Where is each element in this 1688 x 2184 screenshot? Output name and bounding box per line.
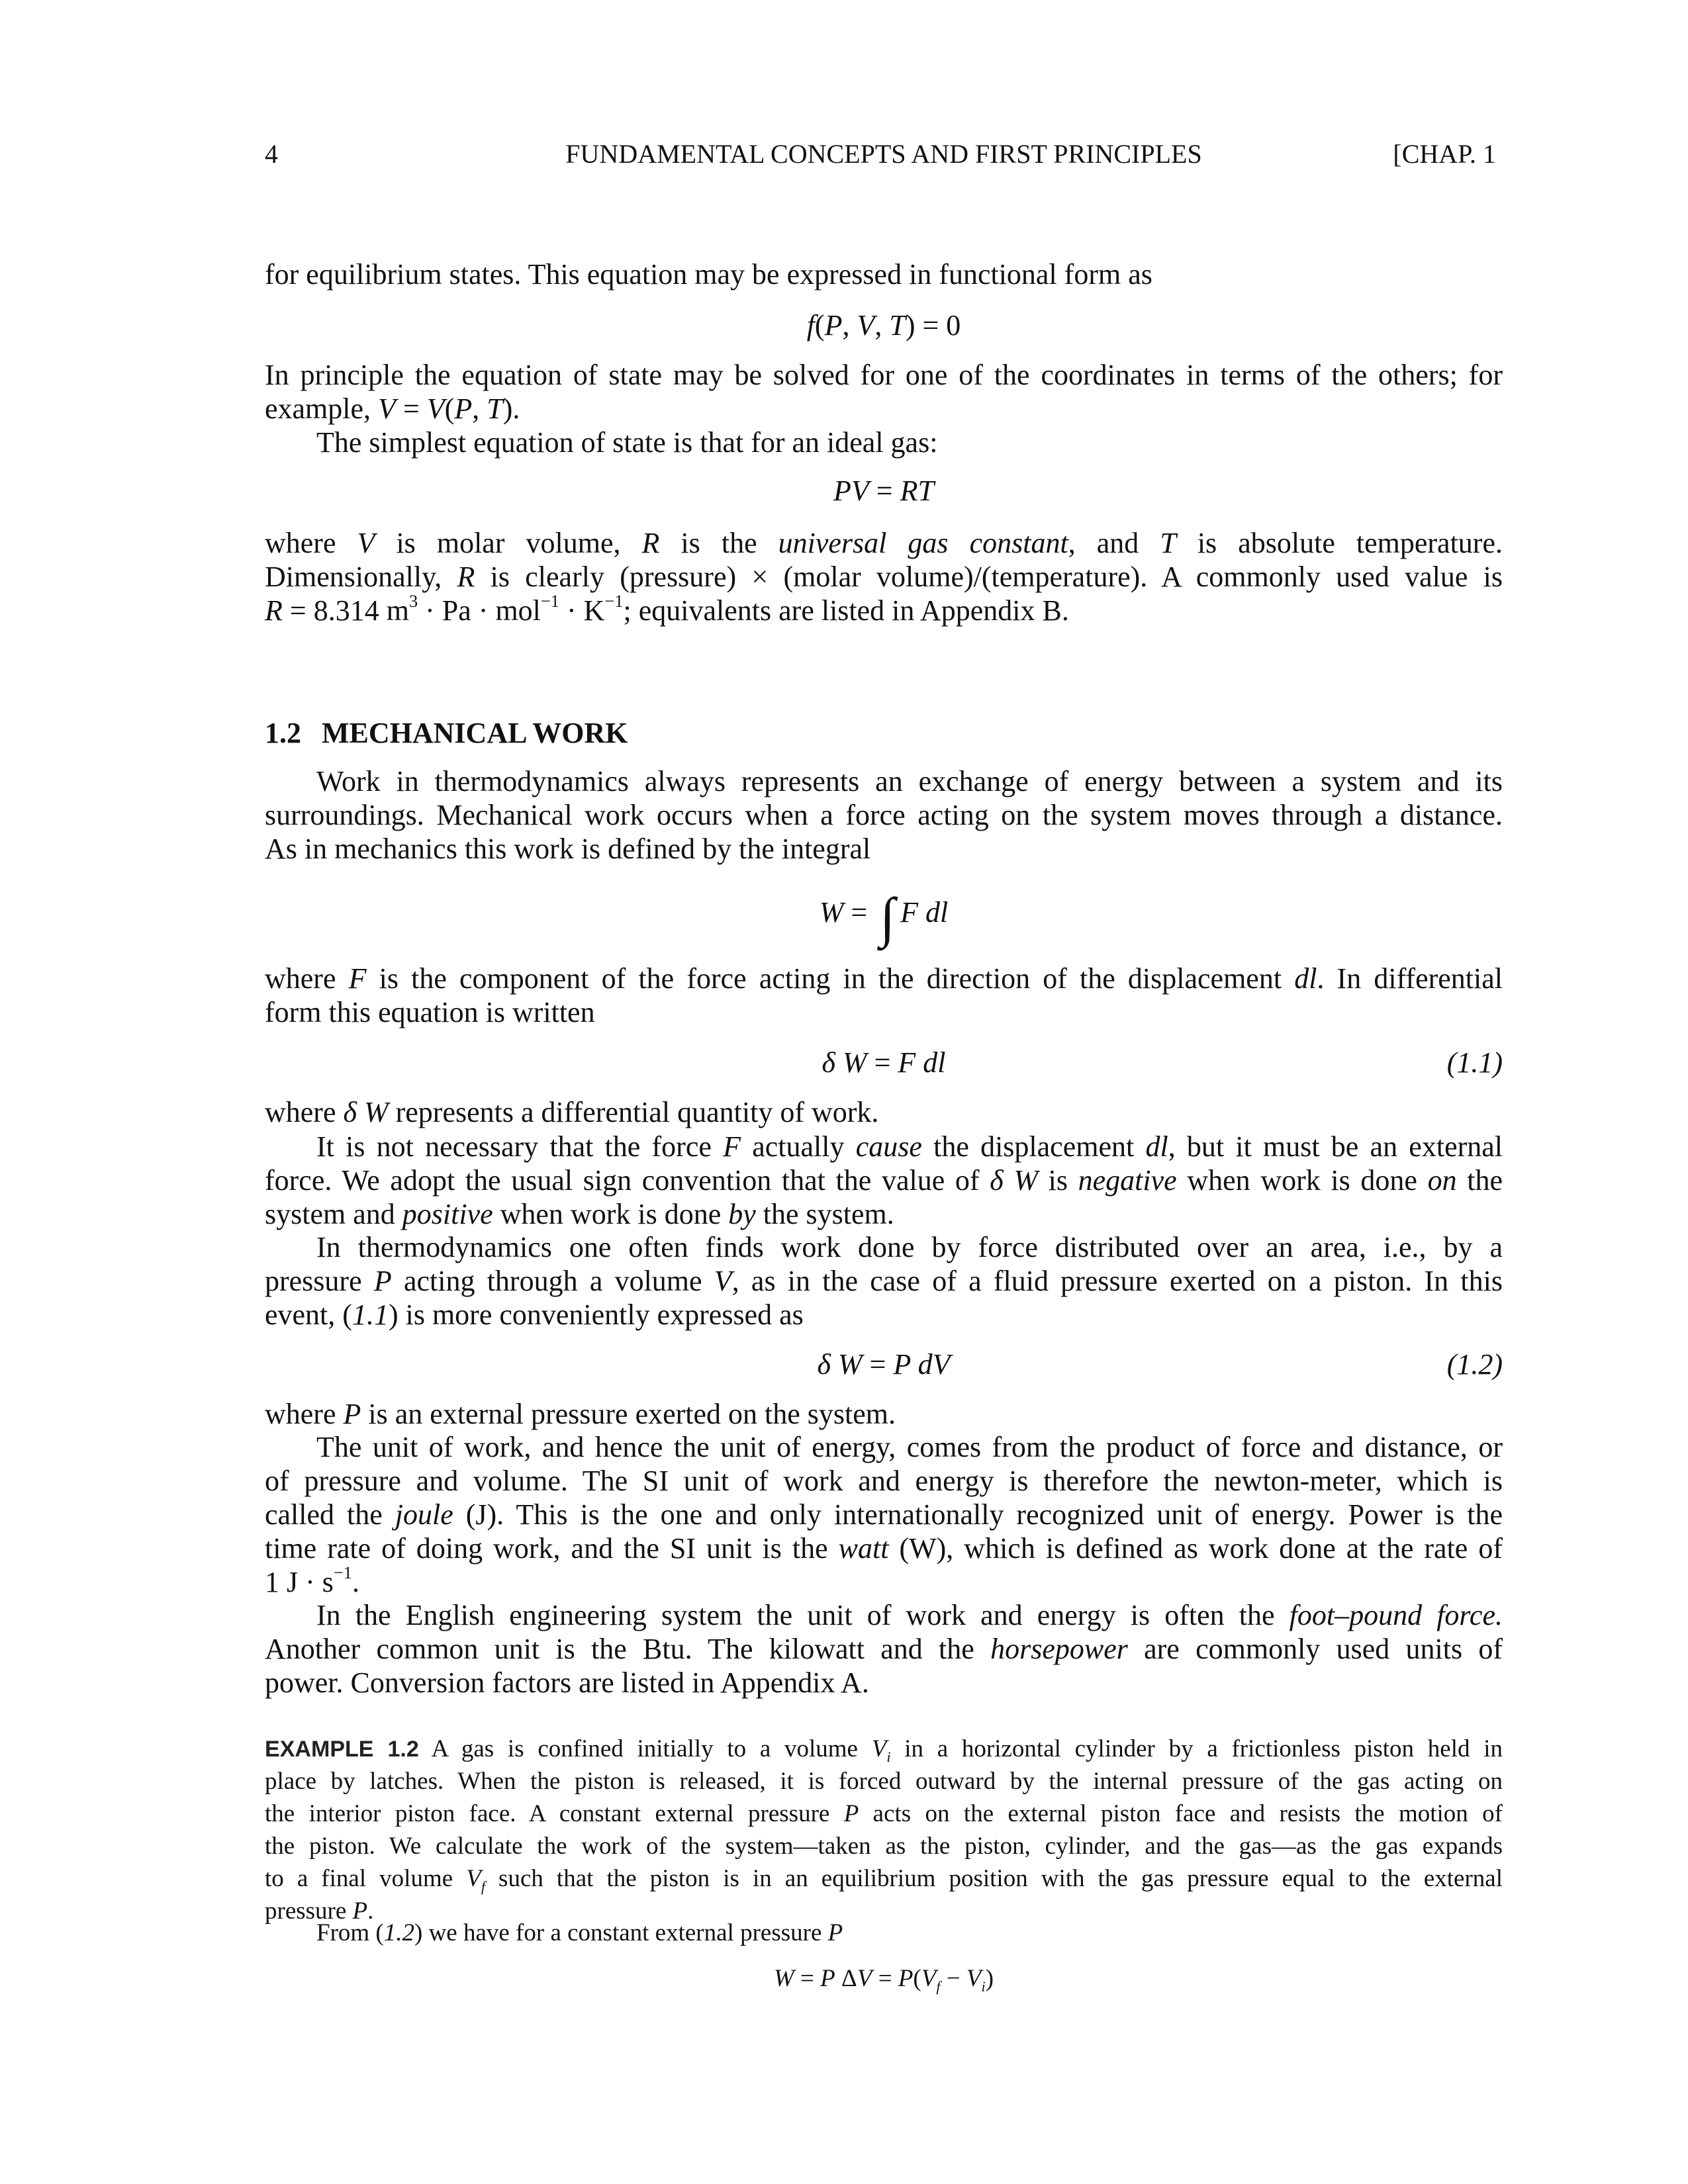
- text-run: actually: [741, 1130, 856, 1163]
- text-run: is absolute temperature.: [1176, 527, 1503, 559]
- italic-text: P: [454, 392, 473, 425]
- italic-text: f: [806, 309, 815, 341]
- text-run: ,: [472, 392, 487, 425]
- text-run: acts on the external piston face and resists the motion of: [859, 1800, 1503, 1827]
- equation-ideal-gas: [265, 474, 1503, 508]
- text-line: [265, 1765, 1503, 1797]
- running-header: [265, 137, 1503, 171]
- running-title: FUNDAMENTAL CONCEPTS AND FIRST PRINCIPLES: [565, 139, 1202, 169]
- text-line: [265, 1598, 1503, 1632]
- text-run: pressure: [265, 1265, 374, 1297]
- text-run: is an external pressure exerted on the system.: [361, 1398, 896, 1430]
- text-run: the displacement: [921, 1130, 1146, 1163]
- text-run: is molar volume,: [375, 527, 642, 559]
- text-run: , as in the case of a fluid pressure exerted on a piston. In this: [731, 1265, 1503, 1297]
- text-run: · Pa · mol: [418, 594, 541, 627]
- text-line: [265, 308, 1503, 342]
- italic-text: dl: [1145, 1130, 1168, 1163]
- text-line: [265, 1197, 1503, 1231]
- text-line: [265, 1430, 1503, 1464]
- text-line: [265, 832, 1503, 866]
- italic-text: P dV: [893, 1348, 951, 1381]
- text-run: Another common unit is the Btu. The kilowatt and the: [265, 1633, 991, 1665]
- italic-text: δ W: [821, 1046, 867, 1079]
- section-heading: [265, 716, 628, 750]
- text-line: [265, 1298, 1503, 1332]
- italic-text: positive: [402, 1198, 493, 1230]
- italic-text: V: [857, 1965, 872, 1992]
- text-run: surroundings. Mechanical work occurs when a force acting on the system moves through a distance.: [265, 799, 1503, 831]
- italic-text: W: [819, 896, 844, 929]
- italic-text: T: [889, 309, 906, 341]
- text-line: [265, 591, 1503, 627]
- text-line: [265, 887, 1503, 948]
- text-line: [265, 257, 1503, 291]
- equation-work-constant-pressure: [265, 1962, 1503, 1995]
- text-line: [265, 1531, 1503, 1565]
- section-number: 1.2: [265, 717, 301, 749]
- text-run: ,: [874, 309, 890, 341]
- text-run: ,: [842, 309, 857, 341]
- text-run: is clearly (pressure) × (molar volume)/(temperature). A commonly used value is: [475, 561, 1503, 593]
- text-line: [265, 1130, 1503, 1163]
- italic-text: universal gas constant: [778, 527, 1068, 559]
- equation-1-1: [265, 1046, 1503, 1079]
- text-run: Dimensionally,: [265, 561, 457, 593]
- text-run: are commonly used units of: [1127, 1633, 1503, 1665]
- paragraph-force-component: [265, 962, 1503, 1029]
- text-line: [265, 1733, 1503, 1765]
- italic-text: on: [1427, 1164, 1457, 1197]
- text-line: [265, 1666, 1503, 1700]
- text-run: is the component of the force acting in the direction of the displacement: [366, 962, 1295, 995]
- text-line: [265, 1397, 1503, 1431]
- text-line: [265, 1632, 1503, 1666]
- text-run: the interior piston face. A constant external pressure: [265, 1800, 844, 1827]
- text-run: =: [868, 475, 900, 507]
- text-run: As in mechanics this work is defined by the integral: [265, 833, 871, 865]
- text-run: ) we have for a constant external pressure: [414, 1919, 828, 1946]
- text-run: power. Conversion factors are listed in Appendix A.: [265, 1666, 869, 1699]
- text-line: [265, 764, 1503, 798]
- italic-text: δ W: [343, 1096, 389, 1128]
- text-run: where: [265, 1096, 344, 1128]
- subscript: i: [886, 1748, 891, 1765]
- text-run: is the: [659, 527, 778, 559]
- italic-text: F dl: [898, 1046, 946, 1079]
- text-run: ; equivalents are listed in Appendix B.: [623, 594, 1069, 627]
- italic-text: F: [348, 962, 367, 995]
- text-run: . In differential: [1317, 962, 1503, 995]
- text-line: [265, 1862, 1503, 1895]
- text-run: time rate of doing work, and the SI unit is the: [265, 1532, 839, 1565]
- text-run: , and: [1068, 527, 1160, 559]
- italic-text: V: [378, 392, 396, 425]
- italic-text: R: [641, 527, 660, 559]
- section-title: MECHANICAL WORK: [322, 717, 628, 749]
- text-line: [265, 526, 1503, 560]
- italic-text: negative: [1078, 1164, 1177, 1197]
- text-run: ) is more conveniently expressed as: [388, 1298, 804, 1331]
- text-run: .: [352, 1566, 359, 1598]
- superscript: −1: [604, 591, 624, 612]
- italic-text: V: [921, 1965, 937, 1992]
- text-run: where: [265, 1398, 344, 1430]
- italic-text: P: [352, 1897, 368, 1925]
- text-line: [265, 1095, 1503, 1129]
- text-run: In thermodynamics one often finds work done by force distributed over an area, i.e., by a: [316, 1231, 1503, 1263]
- text-run: where: [265, 527, 357, 559]
- italic-text: R: [265, 594, 283, 627]
- paragraph-sign-convention: [265, 1130, 1503, 1231]
- text-run: =: [395, 392, 427, 425]
- italic-text: V: [714, 1265, 732, 1297]
- italic-text: V: [466, 1865, 481, 1892]
- text-run: the system.: [755, 1198, 894, 1230]
- equation-work-integral: [265, 887, 1503, 948]
- text-run: The simplest equation of state is that for an ideal gas:: [316, 426, 938, 459]
- italic-text: 1.2: [383, 1919, 414, 1946]
- paragraph-continuation: [265, 257, 1503, 291]
- text-run: In principle the equation of state may be solved for one of the coordinates in terms of the others; for: [265, 359, 1503, 391]
- text-run: =: [843, 896, 875, 929]
- integral-sign: ∫: [880, 887, 896, 948]
- italic-text: P: [827, 1919, 843, 1946]
- text-run: ): [985, 1965, 994, 1992]
- text-run: The unit of work, and hence the unit of energy, comes from the product of force and distance, or: [316, 1431, 1503, 1463]
- example-from-text: [265, 1917, 1503, 1949]
- paragraph-english-units: [265, 1598, 1503, 1700]
- text-run: in a horizontal cylinder by a frictionless piston held in: [890, 1735, 1503, 1762]
- text-run: event, (: [265, 1298, 352, 1331]
- text-line: [265, 1565, 1503, 1599]
- text-line: [265, 1046, 1503, 1079]
- text-run: for equilibrium states. This equation may be expressed in functional form as: [265, 258, 1152, 291]
- text-run: called the: [265, 1498, 395, 1531]
- text-line: [265, 995, 1503, 1029]
- paragraph-pressure-volume: [265, 1230, 1503, 1332]
- text-run: (: [913, 1965, 921, 1992]
- italic-text: V: [357, 527, 375, 559]
- paragraph-simplest-equation: [265, 426, 1503, 459]
- text-run: is: [1037, 1164, 1078, 1197]
- text-line: [265, 798, 1503, 832]
- text-run: From (: [316, 1919, 384, 1946]
- paragraph-units: [265, 1430, 1503, 1599]
- text-run: system and: [265, 1198, 402, 1230]
- text-run: where: [265, 962, 349, 995]
- text-run: A gas is confined initially to a volume: [418, 1735, 872, 1762]
- example-label: EXAMPLE 1.2: [265, 1737, 419, 1762]
- equation-number: (1.1): [1446, 1046, 1503, 1079]
- paragraph-differential-work: [265, 1095, 1503, 1129]
- italic-text: P: [373, 1265, 392, 1297]
- italic-text: V: [426, 392, 445, 425]
- text-line: [265, 1264, 1503, 1298]
- text-line: [265, 1347, 1503, 1381]
- paragraph-in-principle: [265, 358, 1503, 426]
- italic-text: V: [857, 309, 875, 341]
- text-run: to a final volume: [265, 1865, 467, 1892]
- italic-text: P: [820, 1965, 835, 1992]
- text-line: [265, 474, 1503, 508]
- text-run: represents a differential quantity of work.: [388, 1096, 879, 1128]
- text-run: = 8.314 m: [282, 594, 409, 627]
- subscript: f: [936, 1978, 941, 1995]
- text-line: [265, 1498, 1503, 1531]
- text-run: =: [872, 1965, 898, 1992]
- equation-functional-form: [265, 308, 1503, 342]
- italic-text: W: [773, 1965, 794, 1992]
- italic-text: P: [824, 309, 843, 341]
- italic-text: P: [843, 1800, 859, 1827]
- text-line: [265, 1230, 1503, 1264]
- text-run: when work is done: [492, 1198, 729, 1230]
- paragraph-gas-constant: [265, 526, 1503, 627]
- italic-text: F: [723, 1130, 741, 1163]
- text-run: ) = 0: [905, 309, 961, 341]
- italic-text: δ W: [990, 1164, 1038, 1197]
- text-line: [265, 1962, 1503, 1995]
- italic-text: R: [457, 561, 475, 593]
- subscript: i: [981, 1978, 986, 1995]
- italic-text: P: [898, 1965, 914, 1992]
- superscript: −1: [333, 1563, 352, 1583]
- text-run: the piston. We calculate the work of the system—taken as the piston, cylinder, and the gas—as the gas expands: [265, 1833, 1503, 1860]
- text-line: [265, 962, 1503, 995]
- text-run: It is not necessary that the force: [316, 1130, 724, 1163]
- text-run: Δ: [835, 1965, 857, 1992]
- italic-text: horsepower: [990, 1633, 1128, 1665]
- italic-text: foot–pound force.: [1289, 1599, 1503, 1631]
- italic-text: by: [728, 1198, 756, 1230]
- text-line: [265, 1830, 1503, 1862]
- page-number: 4: [265, 139, 278, 169]
- italic-text: RT: [900, 475, 934, 507]
- text-run: (: [814, 309, 825, 341]
- text-line: [265, 392, 1503, 426]
- text-run: example,: [265, 392, 379, 425]
- text-run: In the English engineering system the unit of work and energy is often the: [316, 1599, 1289, 1631]
- text-line: [265, 358, 1503, 392]
- text-line: [265, 1163, 1503, 1197]
- text-run: the: [1456, 1164, 1503, 1197]
- text-run: .: [367, 1897, 374, 1925]
- italic-text: cause: [855, 1130, 922, 1163]
- italic-text: F dl: [900, 896, 949, 929]
- text-run: force. We adopt the usual sign convention that the value of: [265, 1164, 990, 1197]
- text-line: [265, 560, 1503, 594]
- chapter-label: [CHAP. 1: [1393, 139, 1496, 169]
- text-run: 1 J · s: [265, 1566, 334, 1598]
- text-line: [265, 1464, 1503, 1498]
- text-run: =: [862, 1348, 894, 1381]
- equation-1-2: [265, 1347, 1503, 1381]
- italic-text: watt: [838, 1532, 889, 1565]
- text-run: =: [794, 1965, 821, 1992]
- subscript: f: [481, 1878, 485, 1895]
- text-line: [265, 426, 1503, 459]
- text-run: · K: [559, 594, 605, 627]
- italic-text: δ W: [817, 1348, 863, 1381]
- equation-number: (1.2): [1446, 1348, 1503, 1381]
- example-1-2: [265, 1733, 1503, 1927]
- text-run: form this equation is written: [265, 996, 595, 1028]
- italic-text: joule: [395, 1498, 453, 1531]
- italic-text: P: [343, 1398, 361, 1430]
- italic-text: T: [487, 392, 503, 425]
- text-run: (J). This is the one and only internationally recognized unit of energy. Power is the: [453, 1498, 1503, 1531]
- text-line: [265, 1797, 1503, 1830]
- italic-text: PV: [833, 475, 869, 507]
- text-run: pressure: [265, 1897, 353, 1925]
- text-run: ).: [502, 392, 520, 425]
- text-run: −: [940, 1965, 966, 1992]
- superscript: 3: [408, 591, 418, 612]
- text-run: place by latches. When the piston is released, it is forced outward by the internal pressure of the gas acting on: [265, 1768, 1503, 1795]
- text-run: (: [444, 392, 455, 425]
- italic-text: dl: [1294, 962, 1317, 995]
- text-run: such that the piston is in an equilibrium position with the gas pressure equal to the external: [485, 1865, 1503, 1892]
- italic-text: V: [871, 1735, 887, 1762]
- text-run: acting through a volume: [391, 1265, 714, 1297]
- text-line: [265, 1917, 1503, 1949]
- text-run: (W), which is defined as work done at the rate of: [888, 1532, 1503, 1565]
- paragraph-external-pressure: [265, 1397, 1503, 1431]
- text-run: Work in thermodynamics always represents an exchange of energy between a system and its: [316, 765, 1503, 797]
- superscript: −1: [540, 591, 559, 612]
- paragraph-work-intro: [265, 764, 1503, 866]
- text-run: , but it must be an external: [1168, 1130, 1503, 1163]
- italic-text: V: [966, 1965, 982, 1992]
- text-run: when work is done: [1176, 1164, 1428, 1197]
- text-run: =: [867, 1046, 898, 1079]
- italic-text: T: [1160, 527, 1176, 559]
- italic-text: 1.1: [352, 1298, 389, 1331]
- text-run: of pressure and volume. The SI unit of work and energy is therefore the newton-meter, which is: [265, 1465, 1503, 1497]
